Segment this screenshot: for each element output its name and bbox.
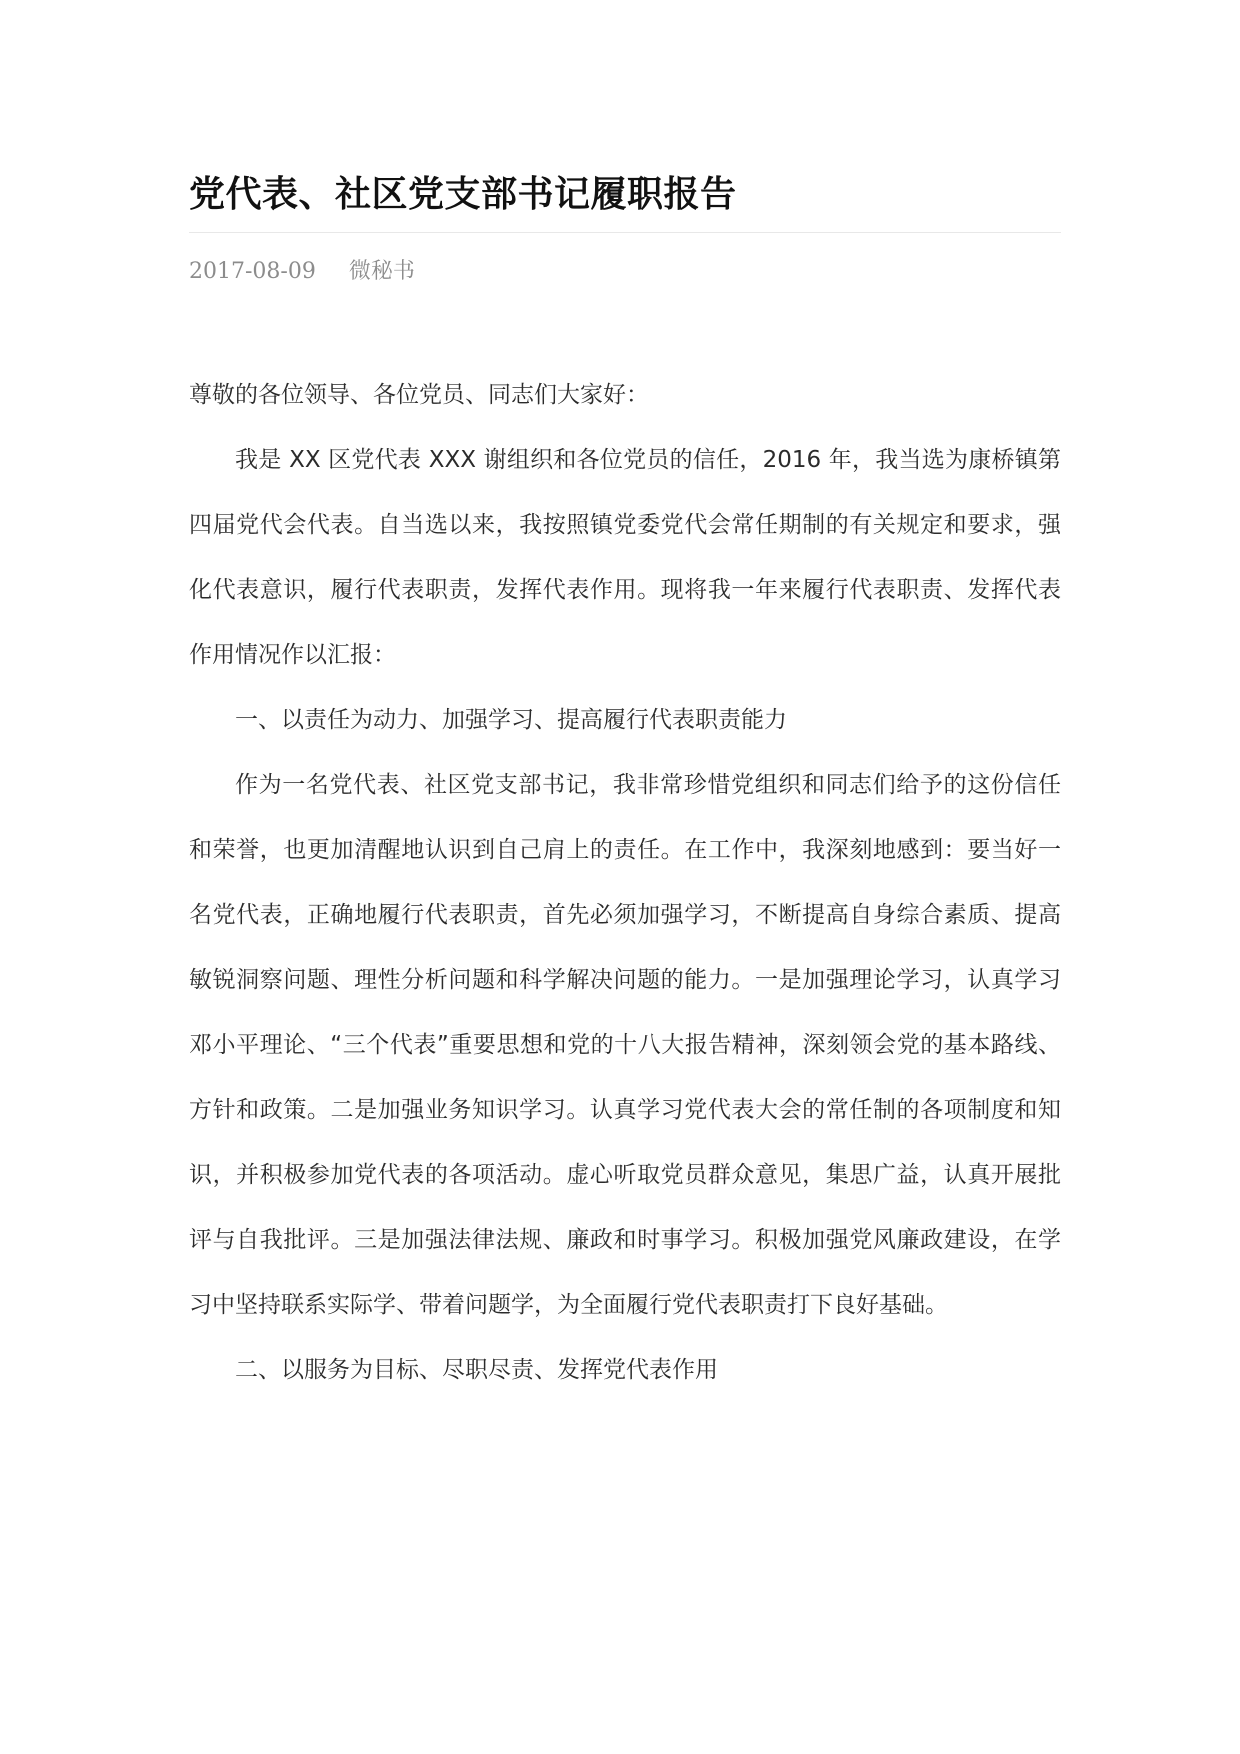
article-title: 党代表、社区党支部书记履职报告	[189, 173, 737, 215]
section-heading-2: 二、以服务为目标、尽职尽责、发挥党代表作用	[235, 1357, 718, 1383]
title-divider	[189, 232, 1061, 233]
author-name: 微秘书	[348, 259, 415, 284]
publish-date: 2017-08-09	[189, 259, 316, 284]
greeting-paragraph: 尊敬的各位领导、各位党员、同志们大家好：	[189, 382, 649, 408]
article-meta	[189, 257, 1061, 287]
article	[189, 168, 1061, 1403]
section-heading-1: 一、以责任为动力、加强学习、提高履行代表职责能力	[235, 707, 787, 733]
section-1-paragraph: 作为一名党代表、社区党支部书记，我非常珍惜党组织和同志们给予的这份信任和荣誉，也更加清醒地认识到自己肩上的责任。在工作中，我深刻地感到：要当好一名党代表，正确地履行代表职责，首先必须加强学习，不断提高自身综合素质、提高敏锐洞察问题、理性分析问题和科学解决问题的能力。一是加强理论学习，认真学习邓小平理论、“三个代表”重要思想和党的十八大报告精神，深刻领会党的基本路线、方针和政策。二是加强业务知识学习。认真学习党代表大会的常任制的各项制度和知识，并积极参加党代表的各项活动。虚心听取党员群众意见，集思广益，认真开展批评与自我批评。三是加强法律法规、廉政和时事学习。积极加强党风廉政建设，在学习中坚持联系实际学、带着问题学，为全面履行党代表职责打下良好基础。	[189, 772, 1061, 1318]
intro-paragraph: 我是 XX 区党代表 XXX 谢组织和各位党员的信任，2016 年，我当选为康桥镇第四届党代会代表。自当选以来，我按照镇党委党代会常任期制的有关规定和要求，强化代表意识，履行代表职责，发挥代表作用。现将我一年来履行代表职责、发挥代表作用情况作以汇报：	[189, 447, 1061, 668]
article-body	[189, 363, 1061, 1403]
